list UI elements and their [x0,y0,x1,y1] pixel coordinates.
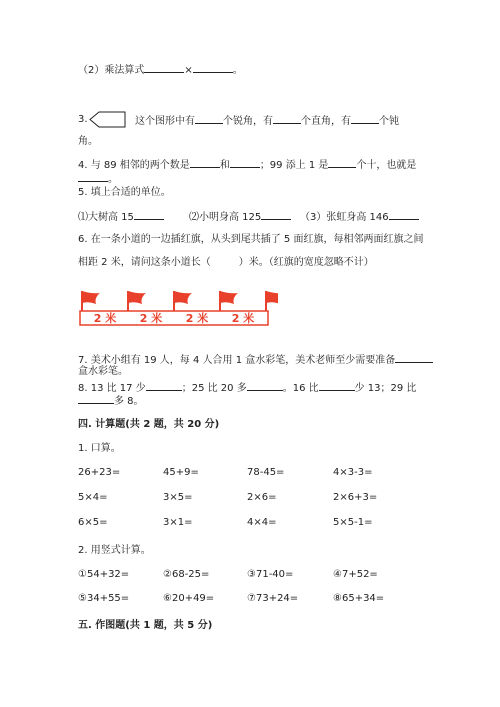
q2-blank-2[interactable] [193,62,233,73]
oral-calc-item: 4×4= [247,517,277,528]
oral-calc-item: 3×5= [163,492,193,503]
q4-line-2: 。 [78,171,118,186]
q5-blank-3[interactable] [389,209,419,220]
distance-label: 2 米 [185,312,209,325]
q8-blank-3[interactable] [319,380,355,391]
oral-calc-item: 45+9= [163,467,199,478]
oral-calc-item: 2×6+3= [333,492,378,503]
oral-calc-item: 2×6= [247,492,277,503]
q8-blank-1[interactable] [146,380,182,391]
q6-line-2: 相距 2 米，请问这条小道长（ ）米。（红旗的宽度忽略不计） [78,257,374,268]
vertical-calc-item: ⑥20+49= [163,593,215,604]
red-flag-icon [266,291,278,304]
q4-blank-2[interactable] [230,157,260,168]
vertical-calc-item: ①54+32= [78,569,130,580]
q3-blank-1[interactable] [195,113,223,124]
oral-calc-item: 3×1= [163,517,193,528]
vertical-calc-item: ⑤34+55= [78,593,130,604]
q2-blank-1[interactable] [144,62,184,73]
q7-line-1: 7. 美术小组有 19 人，每 4 人合用 1 盒水彩笔，美术老师至少需要准备 [78,352,433,367]
vertical-calc-item: ⑧65+34= [333,593,385,604]
red-flag-icon [82,291,100,304]
vertical-calc-item: ②68-25= [163,569,210,580]
pentagon-shape-icon [89,111,127,128]
q5-blank-2[interactable] [261,209,291,220]
vertical-calc-item: ③71-40= [247,569,294,580]
red-flag-icon [174,291,192,304]
q6-line-1: 6. 在一条小道的一边插红旗，从头到尾共插了 5 面红旗，每相邻两面红旗之间 [78,234,424,245]
q7-line-2: 盒水彩笔。 [78,366,128,377]
oral-calc-item: 26+23= [78,467,121,478]
q8-line-1: 8. 13 比 17 少 ；25 比 20 多 。16 比 少 13；29 比 [78,380,416,395]
vertical-calc-title: 2. 用竖式计算。 [78,545,151,556]
q3-continuation: 角。 [78,136,98,147]
vertical-calc-item: ④7+52= [333,569,378,580]
distance-label: 2 米 [139,312,163,325]
q5-item-2: ⑵小明身高 125 [189,209,291,224]
q7-blank[interactable] [395,352,433,363]
oral-calc-item: 5×5-1= [333,517,373,528]
q4-blank-3[interactable] [328,157,356,168]
q5-item-1: ⑴大树高 15 [78,209,164,224]
q3-blank-3[interactable] [351,113,379,124]
q8-blank-4[interactable] [78,393,114,404]
section-4-title: 四. 计算题(共 2 题，共 20 分) [78,419,220,430]
distance-label: 2 米 [231,312,255,325]
q3-line: 这个图形中有 个锐角，有 个直角，有 个钝 [135,113,399,128]
section-5-title: 五. 作图题(共 1 题，共 5 分) [78,620,213,631]
oral-calc-item: 4×3-3= [333,467,373,478]
oral-calc-title: 1. 口算。 [78,443,121,454]
flag-pennants [82,291,278,304]
oral-calc-item: 6×5= [78,517,108,528]
q5-item-3: （3）张虹身高 146 [300,209,419,224]
oral-calc-item: 78-45= [247,467,285,478]
q8-line-2: 多 8。 [78,393,144,408]
distance-boxes [80,311,268,325]
q4-line-1: 4. 与 89 相邻的两个数是 和 ；99 添上 1 是 个十，也就是 [78,157,416,172]
oral-calc-item: 5×4= [78,492,108,503]
q8-blank-2[interactable] [247,380,283,391]
red-flag-icon [128,291,146,304]
q4-blank-4[interactable] [78,171,108,182]
q4-blank-1[interactable] [190,157,220,168]
q3-blank-2[interactable] [273,113,301,124]
q3-number: 3. [78,114,88,125]
q5-blank-1[interactable] [134,209,164,220]
red-flag-icon [220,291,238,304]
q2-line: （2）乘法算式 × 。 [78,62,243,77]
q5-title: 5. 填上合适的单位。 [78,187,171,198]
distance-label: 2 米 [93,312,117,325]
flags-diagram [78,289,278,329]
vertical-calc-item: ⑦73+24= [247,593,299,604]
